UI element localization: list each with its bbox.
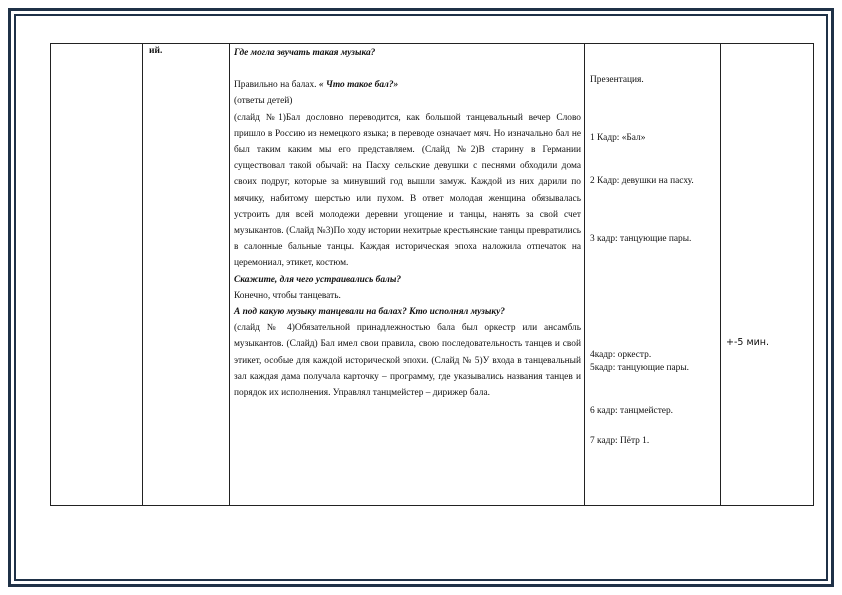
answer-balls bbox=[234, 77, 581, 93]
slide-2: 2 Кадр: девушки на пасху. bbox=[590, 176, 694, 186]
lesson-plan-table bbox=[50, 43, 814, 506]
slide-4: 4кадр: оркестр. bbox=[590, 350, 652, 360]
paragraph-ball-history: (слайд №1)Бал дословно переводится, как большой танцевальный вечер Слово пришло в Россию из немецкого языка; в переводе означает мяч. Но изначально бал не был таким каким мы его представляем. (Слайд №2)В старину в Германии существовал такой обычай: на Пасху сельские девушки с песнями обходили дома своих подруг, которые за минувший год вышли замуж. Каждой из них дарили по мячику, набитому шерстью или пухом. В ответ молодая женщина обязывалась устроить для всей молодежи деревни угощение и танцы, нанять за свой счет музыкантов. (Слайд №3)По ходу истории нехитрые крестьянские танцы превратились в салонные бальные танцы. Каждая историческая эпоха наложила отпечаток на церемониал, этикет, костюм. bbox=[234, 112, 581, 269]
question-music-place: Где могла звучать такая музыка? bbox=[234, 48, 376, 58]
answer-to-dance: Конечно, чтобы танцевать. bbox=[234, 290, 341, 301]
table-row bbox=[51, 44, 814, 506]
slides-list bbox=[585, 44, 720, 505]
slides-presentation-label: Презентация. bbox=[590, 75, 644, 85]
stage-cell bbox=[51, 44, 143, 506]
spacer bbox=[234, 61, 581, 77]
slide-7: 7 кадр: Пётр 1. bbox=[590, 436, 650, 446]
slides-cell bbox=[585, 44, 721, 506]
question-why-balls: Скажите, для чего устраивались балы? bbox=[234, 274, 402, 285]
answer-text: Правильно на балах. bbox=[234, 80, 319, 91]
teacher-activity-cell bbox=[230, 44, 585, 506]
goal-cell bbox=[143, 44, 230, 506]
children-answers: (ответы детей) bbox=[234, 96, 293, 107]
question-what-is-ball: « Что такое бал?» bbox=[318, 80, 399, 91]
time-value: +-5 мин. bbox=[726, 337, 770, 348]
time-cell bbox=[721, 44, 814, 506]
question-music-performers: А под какую музыку танцевали на балах? Кто исполнял музыку? bbox=[234, 307, 505, 318]
slide-5: 5кадр: танцующие пары. bbox=[590, 363, 690, 373]
slide-6: 6 кадр: танцмейстер. bbox=[590, 406, 673, 416]
slide-1: 1 Кадр: «Бал» bbox=[590, 133, 646, 143]
slide-3: 3 кадр: танцующие пары. bbox=[590, 234, 692, 244]
goal-text: ий. bbox=[149, 46, 163, 56]
paragraph-orchestra: (слайд № 4)Обязательной принадлежностью бала был оркестр или ансамбль музыкантов. (Слайд) Бал имел свои правила, свою последовательность танцев и свой этикет, особые для каждой исторической эпохи. (Слайд № 5)У входа в танцевальный зал каждая дама получала карточку – программу, где указывались названия танцев и порядок их исполнения. Управлял танцмейстер – дирижер бала. bbox=[234, 323, 581, 399]
